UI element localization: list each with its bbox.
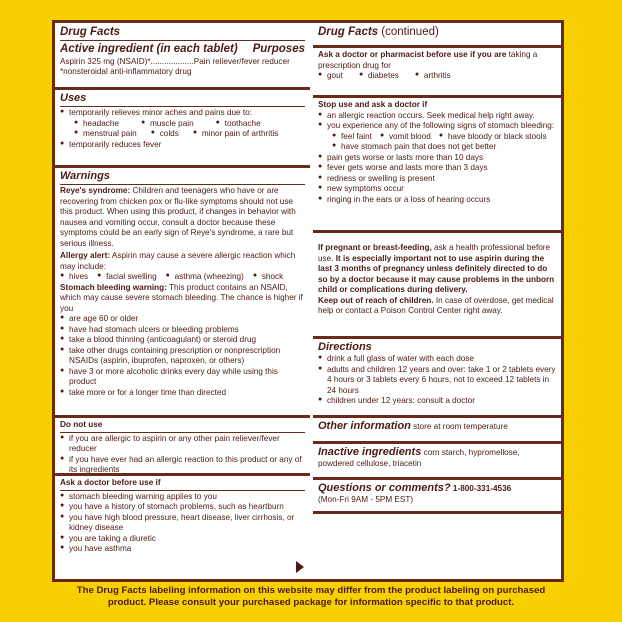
stop-use-heading: Stop use and ask a doctor if xyxy=(318,100,428,109)
drug-facts-continued-title: Drug Facts (continued) xyxy=(318,26,439,38)
list-item: ● if you have ever had an allergic reaction to this product or any of its ingredients xyxy=(60,455,305,474)
list-item: ● have stomach pain that does not get better xyxy=(332,142,556,153)
ask-pharmacist-box xyxy=(313,48,561,95)
warnings-box xyxy=(55,168,310,415)
list-item: ● pain gets worse or lasts more than 10 days xyxy=(318,153,556,164)
uses-heading: Uses xyxy=(60,92,87,104)
do-not-use-heading: Do not use xyxy=(60,420,103,429)
uses-box xyxy=(55,90,310,165)
drug-facts-panel xyxy=(52,20,564,582)
other-information-heading: Other information xyxy=(318,420,411,432)
list-item: ● fever gets worse and lasts more than 3 days xyxy=(318,163,556,174)
list-item: ● ringing in the ears or a loss of hearing occurs xyxy=(318,195,556,206)
inactive-ingredients-text: corn starch, hypromellose, powdered cellulose, triacetin xyxy=(318,448,520,469)
list-item: ● you are taking a diuretic xyxy=(60,534,305,545)
right-column xyxy=(313,23,561,579)
inactive-ingredients-box xyxy=(313,444,561,477)
ask-doctor-heading: Ask a doctor before use if xyxy=(60,478,161,487)
nsaid-note: *nonsteroidal anti-inflammatory drug xyxy=(60,67,192,77)
left-column xyxy=(55,23,310,579)
list-item: ● if you are allergic to aspirin or any other pain reliever/fever reducer xyxy=(60,434,305,455)
purposes-heading: Purposes xyxy=(252,43,305,56)
list-item: ● stomach bleeding warning applies to you xyxy=(60,492,305,503)
empty-box xyxy=(313,514,561,579)
list-item: ● are age 60 or older xyxy=(60,314,305,325)
questions-box xyxy=(313,480,561,511)
list-item: ● an allergic reaction occurs. Seek medical help right away. xyxy=(318,111,556,122)
pregnancy-warning: If pregnant or breast-feeding, ask a health professional before use. It is especially important not to use aspirin during the last 3 months of pregnancy unless definitely directed to do so by a doctor because it may cause problems in the unborn child or complications during delivery. xyxy=(318,243,555,294)
list-item: ● you have high blood pressure, heart disease, liver cirrhosis, or kidney disease xyxy=(60,513,305,534)
directions-heading: Directions xyxy=(318,341,372,353)
continue-arrow-icon xyxy=(296,561,304,573)
list-item: ● redness or swelling is present xyxy=(318,174,556,185)
other-information-box xyxy=(313,418,561,441)
questions-hours: (Mon-Fri 9AM - 5PM EST) xyxy=(318,495,414,505)
list-item: ● you have asthma xyxy=(60,544,305,555)
list-item: ● have had stomach ulcers or bleeding problems xyxy=(60,325,305,336)
list-item: ● new symptoms occur xyxy=(318,184,556,195)
stop-use-sub-row: ● feel faint ● vomit blood ● have bloody or black stools xyxy=(318,132,556,143)
list-item: ● take a blood thinning (anticoagulant) or steroid drug xyxy=(60,335,305,346)
list-item: ● drink a full glass of water with each dose xyxy=(318,354,556,365)
ask-pharmacist-text: Ask a doctor or pharmacist before use if you are taking a prescription drug for xyxy=(318,50,538,70)
warnings-heading: Warnings xyxy=(60,170,110,182)
continued-title-box xyxy=(313,23,561,45)
allergy-alert: Allergy alert: Aspirin may cause a severe allergic reaction which may include: xyxy=(60,251,296,271)
list-item: ● take more or for a longer time than directed xyxy=(60,388,305,399)
uses-item: ● temporarily reduces fever xyxy=(60,140,305,151)
list-item: ● have 3 or more alcoholic drinks every day while using this product xyxy=(60,367,305,388)
directions-box xyxy=(313,339,561,415)
drug-facts-title: Drug Facts xyxy=(60,26,121,38)
list-item: ● children under 12 years: consult a doctor xyxy=(318,396,556,407)
disclaimer-footer: The Drug Facts labeling information on this website may differ from the product labeling on purchased product. Please consult your purchased package for information specific to that product. xyxy=(76,585,546,608)
keep-out-of-reach: Keep out of reach of children. In case of overdose, get medical help or contact a Poison Control Center right away. xyxy=(318,295,554,315)
allergy-items: ● hives ● facial swelling ● asthma (wheezing) ● shock xyxy=(60,272,305,283)
list-item: ● adults and children 12 years and over: take 1 or 2 tablets every 4 hours or 3 tablets every 6 hours, not to exceed 12 tablets in 24 hours xyxy=(318,365,556,397)
questions-phone: 1-800-331-4536 xyxy=(452,484,512,493)
ask-doctor-box xyxy=(55,476,310,579)
uses-item: ● temporarily relieves minor aches and pains due to: xyxy=(60,108,305,119)
reye-warning: Reye's syndrome: Children and teenagers who have or are recovering from chicken pox or flu-like symptoms should not use this product. When using this product, if changes in behavior with nausea and vomiting occur, consult a doctor because these symptoms could be an early sign of Reye's syndrome, a rare but serious illness. xyxy=(60,186,296,248)
active-ingredient-line: Aspirin 325 mg (NSAID)*...................Pain reliever/fever reducer xyxy=(60,56,290,66)
list-item: ● you experience any of the following signs of stomach bleeding: xyxy=(318,121,556,132)
stomach-bleeding-warning: Stomach bleeding warning: This product contains an NSAID, which may cause severe stomach bleeding. The chance is higher if you xyxy=(60,282,303,313)
other-information-text: store at room temperature xyxy=(413,422,508,431)
stop-use-box xyxy=(313,98,561,230)
active-ingredient-box xyxy=(55,23,310,87)
uses-sub-row-2: ● menstrual pain ● colds ● minor pain of arthritis xyxy=(60,129,305,140)
active-ingredient-heading: Active ingredient (in each tablet) xyxy=(60,43,238,56)
ask-pharmacist-items: ● gout ● diabetes ● arthritis xyxy=(318,71,556,82)
pregnancy-box xyxy=(313,233,561,336)
uses-sub-row-1: ● headache ● muscle pain ● toothache xyxy=(60,119,305,130)
list-item: ● take other drugs containing prescription or nonprescription NSAIDs (aspirin, ibuprofen, naproxen, or others) xyxy=(60,346,305,367)
inactive-ingredients-heading: Inactive ingredients xyxy=(318,446,422,458)
do-not-use-box xyxy=(55,418,310,473)
questions-heading: Questions or comments? xyxy=(318,482,451,494)
list-item: ● you have a history of stomach problems, such as heartburn xyxy=(60,502,305,513)
